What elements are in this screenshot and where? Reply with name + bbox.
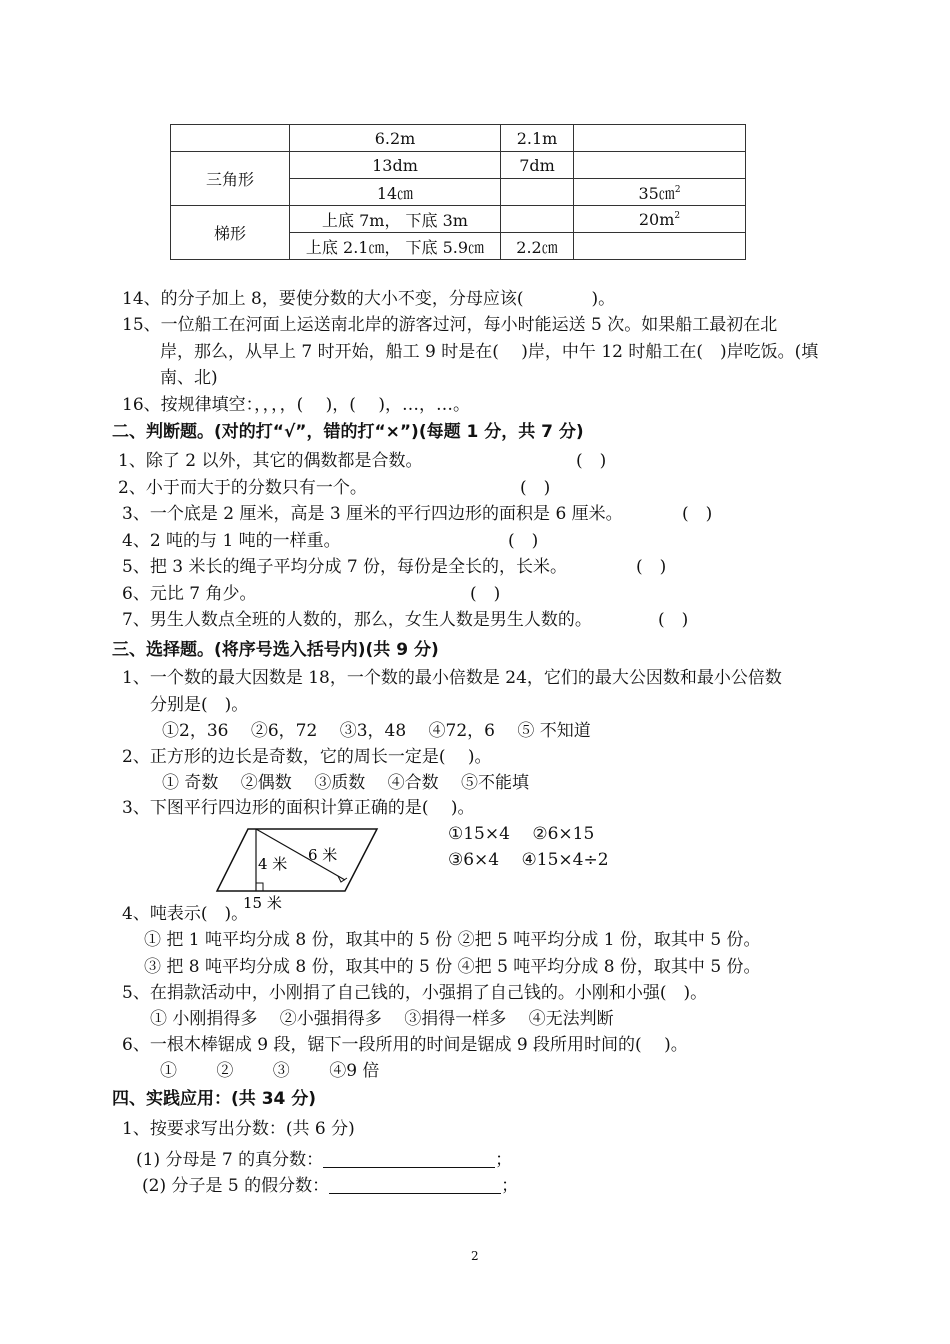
judge-item: 1、除了 2 以外，其它的偶数都是合数。 [118, 451, 423, 471]
judge-item: 2、小于而大于的分数只有一个。 [118, 478, 367, 498]
question-15-line-1: 15、一位船工在河面上运送南北岸的游客过河，每小时能运送 5 次。如果船工最初在北 [122, 315, 778, 335]
area-value: 20m [638, 209, 675, 229]
choice-q3-options-2: ③6×4 ④15×4÷2 [448, 850, 609, 870]
table-cell-shape: 梯形 [171, 206, 290, 260]
practice-q1: 1、按要求写出分数：(共 6 分) [122, 1119, 355, 1139]
table-cell-base: 14㎝ [290, 179, 501, 206]
section-heading-choice: 三、选择题。(将序号选入括号内)(共 9 分) [112, 640, 439, 660]
judge-item: 4、2 吨的与 1 吨的一样重。 [122, 531, 341, 551]
table-cell-base: 上底 2.1㎝， 下底 5.9㎝ [290, 233, 501, 260]
practice-q1-b [142, 1177, 518, 1195]
choice-q3: 3、下图平行四边形的面积计算正确的是( )。 [122, 798, 475, 818]
table-cell-shape [171, 125, 290, 152]
label-15m: 15 米 [243, 894, 282, 912]
page-number: 2 [471, 1249, 479, 1263]
table-cell-shape: 三角形 [171, 152, 290, 206]
area-exponent: 2 [674, 210, 681, 221]
judge-item: 6、元比 7 角少。 [122, 584, 257, 604]
table-cell-height: 2.2㎝ [501, 233, 574, 260]
choice-q2: 2、正方形的边长是奇数，它的周长一定是( )。 [122, 747, 492, 767]
answer-paren: ( ) [636, 557, 667, 577]
choice-q4-options-2: ③ 把 8 吨平均分成 8 份，取其中的 5 份 ④把 5 吨平均分成 8 份，取其中 5 份。 [144, 957, 761, 977]
choice-q1-line-1: 1、一个数的最大因数是 18，一个数的最小倍数是 24，它们的最大公因数和最小公倍数 [122, 668, 782, 688]
label-4m: 4 米 [258, 855, 288, 873]
practice-q1-b-label: (2) 分子是 5 的假分数： [142, 1176, 330, 1196]
area-exponent: 2 [674, 184, 681, 195]
answer-paren: ( ) [508, 531, 539, 551]
table-cell-height [501, 179, 574, 206]
right-angle-mark [256, 883, 263, 891]
judge-item: 3、一个底是 2 厘米，高是 3 厘米的平行四边形的面积是 6 厘米。 [122, 504, 623, 524]
choice-q4-options-1: ① 把 1 吨平均分成 8 份，取其中的 5 份 ②把 5 吨平均分成 1 份，取其中 5 份。 [144, 930, 761, 950]
question-15-line-2: 岸，那么，从早上 7 时开始，船工 9 时是在( )岸，中午 12 时船工在( )岸吃饭。(填 [160, 342, 819, 362]
table-cell-area [574, 179, 746, 206]
semicolon: ； [501, 1176, 519, 1196]
table-cell-base: 6.2m [290, 125, 501, 152]
table-cell-height [501, 206, 574, 233]
choice-q2-options: ① 奇数 ②偶数 ③质数 ④合数 ⑤不能填 [162, 773, 530, 793]
choice-q3-options-1: ①15×4 ②6×15 [448, 824, 595, 844]
label-6m: 6 米 [308, 846, 338, 864]
choice-q6-options: ① ② ③ ④9 倍 [160, 1061, 380, 1081]
answer-blank-2[interactable] [329, 1177, 501, 1194]
answer-paren: ( ) [682, 504, 713, 524]
choice-q4: 4、吨表示( )。 [122, 904, 249, 924]
answer-blank-1[interactable] [323, 1151, 495, 1168]
judge-item: 5、把 3 米长的绳子平均分成 7 份，每份是全长的，长米。 [122, 557, 568, 577]
choice-q6: 6、一根木棒锯成 9 段，锯下一段所用的时间是锯成 9 段所用时间的( )。 [122, 1035, 688, 1055]
parallelogram-figure [210, 822, 390, 914]
table-cell-height: 2.1m [501, 125, 574, 152]
choice-q5: 5、在捐款活动中，小刚捐了自己钱的，小强捐了自己钱的。小刚和小强( )。 [122, 983, 708, 1003]
shape-area-table [170, 124, 746, 260]
question-14: 14、的分子加上 8，要使分数的大小不变，分母应该( )。 [122, 289, 616, 309]
table-row [171, 206, 746, 233]
area-value: 35㎝ [638, 183, 675, 203]
table-cell-area [574, 233, 746, 260]
practice-q1-a [136, 1151, 512, 1169]
answer-paren: ( ) [658, 610, 689, 630]
answer-paren: ( ) [470, 584, 501, 604]
answer-paren: ( ) [576, 451, 607, 471]
parallelogram-outline [217, 829, 377, 891]
answer-paren: ( ) [520, 478, 551, 498]
semicolon: ； [495, 1150, 513, 1170]
table-cell-height: 7dm [501, 152, 574, 179]
question-16: 16、按规律填空：，，，，( )，( )，…，…。 [122, 395, 470, 415]
choice-q1-options: ①2，36 ②6，72 ③3，48 ④72，6 ⑤ 不知道 [162, 721, 591, 741]
choice-q5-options: ① 小刚捐得多 ②小强捐得多 ③捐得一样多 ④无法判断 [150, 1009, 614, 1029]
judge-item: 7、男生人数点全班的人数的，那么，女生人数是男生人数的。 [122, 610, 592, 630]
table-row [171, 125, 746, 152]
question-15-line-3: 南、北) [160, 368, 218, 388]
table-cell-base: 13dm [290, 152, 501, 179]
table-cell-area [574, 206, 746, 233]
choice-q1-line-2: 分别是( )。 [150, 695, 249, 715]
table-row [171, 152, 746, 179]
practice-q1-a-label: (1) 分母是 7 的真分数： [136, 1150, 324, 1170]
table-cell-base: 上底 7m， 下底 3m [290, 206, 501, 233]
table-cell-area [574, 125, 746, 152]
section-heading-judge: 二、判断题。(对的打“√”，错的打“×”)(每题 1 分，共 7 分) [112, 422, 584, 442]
section-heading-practice: 四、实践应用：(共 34 分) [112, 1089, 317, 1109]
table-cell-area [574, 152, 746, 179]
